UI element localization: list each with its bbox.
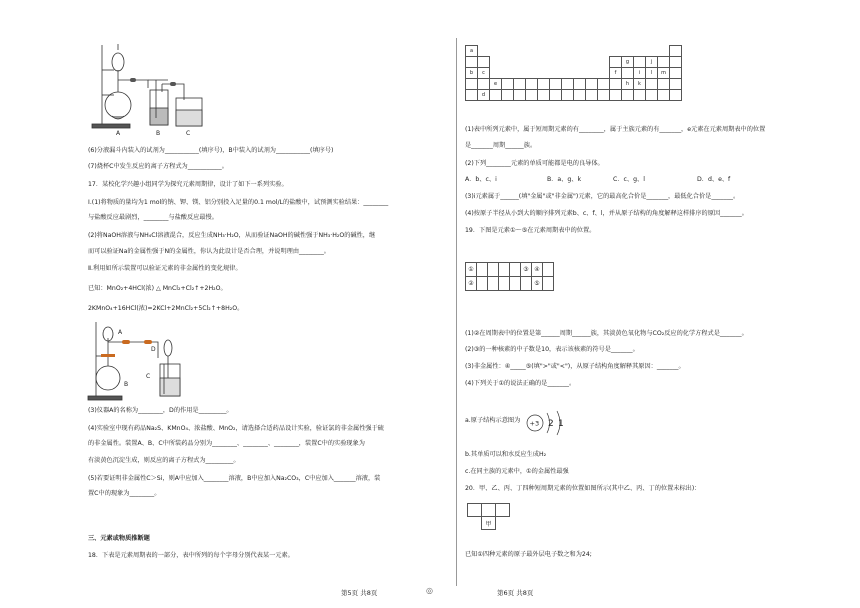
table-cell (586, 90, 598, 101)
table-cell (502, 90, 514, 101)
apparatus-label-d: D (151, 346, 156, 353)
table-cell (646, 79, 658, 90)
table-cell (526, 46, 538, 57)
text-line: 已知①四种元素的原子最外层电子数之和为24; (465, 551, 592, 558)
text-line: (6)分液漏斗内装入的试剂为___________(填序号)，B中装入的试剂为___________(填序号) (88, 147, 334, 154)
table-cell (490, 68, 502, 79)
svg-text:1: 1 (558, 419, 564, 429)
text-line: 与盐酸反应最剧烈，________与盐酸反应最慢。 (88, 214, 218, 221)
grid-cell: ① (466, 263, 477, 277)
table-cell (622, 90, 634, 101)
table-cell: k (634, 79, 646, 90)
table-cell (586, 57, 598, 68)
table-cell (490, 90, 502, 101)
table-cell (622, 68, 634, 79)
text-line: (3)仪器A的名称为________，D的作用是_________。 (88, 407, 233, 414)
table-cell: a (466, 46, 478, 57)
table-cell (598, 46, 610, 57)
text-line: 置C中的现象为________。 (88, 490, 161, 497)
table-cell (562, 57, 574, 68)
text-line: 是_______周期______族。 (465, 142, 537, 149)
table-cell (646, 46, 658, 57)
text-line: Ⅱ.利用如所示装置可以验证元素的非金属性的变化规律。 (88, 265, 242, 272)
table-cell: b (466, 68, 478, 79)
table-cell: h (622, 79, 634, 90)
apparatus-diagram-1 (88, 40, 228, 140)
table-cell (562, 46, 574, 57)
text-line: (1)②在周期表中的位置是第______周期______族，其淡黄色氧化物与CO₂反应的化学方程式是_______。 (465, 330, 748, 337)
table-cell (490, 57, 502, 68)
text-line: 17．某校化学兴趣小组同学为探究元素周期律，设计了如下一系列实验。 (88, 181, 288, 188)
text-line: 的非金属性。装置A、B、C中所装药品分别为________、________、________，装置C中的实验现象为 (88, 440, 365, 447)
text-line: 而可以验证Na的金属性强于N的金属性，你认为此设计是否合理，并说明理由________。 (88, 248, 330, 255)
table-cell (622, 46, 634, 57)
table-cell (586, 79, 598, 90)
table-cell (574, 57, 586, 68)
table-cell (550, 46, 562, 57)
table-cell (670, 57, 682, 68)
table-cell (670, 90, 682, 101)
table-cell: f (610, 68, 622, 79)
option-a: a.原子结构示意图为 (465, 417, 521, 424)
table-cell (502, 46, 514, 57)
page-divider (456, 38, 457, 586)
table-cell (646, 90, 658, 101)
option-d: D．d、e、f (697, 176, 731, 183)
apparatus-label-a: A (118, 329, 123, 336)
page-number-right: 第6页 共8页 (497, 589, 534, 597)
table-cell (478, 79, 490, 90)
table-cell (466, 57, 478, 68)
apparatus-label-c: C (186, 130, 191, 137)
table-cell (562, 90, 574, 101)
table-cell (538, 57, 550, 68)
table-cell (634, 57, 646, 68)
equation-line: 已知：MnO₂+4HCl(浓) △ MnCl₂+Cl₂↑+2H₂O。 (88, 285, 227, 292)
table-cell (502, 79, 514, 90)
table-cell: g (622, 57, 634, 68)
option-c: c.在同主族的元素中，①的金属性最强 (465, 468, 569, 475)
table-cell: d (478, 90, 490, 101)
table-cell: e (490, 79, 502, 90)
text-line: (3)非金属性：④_____⑤(填">"或"<")，从原子结构角度解释其原因：_______。 (465, 363, 685, 370)
table-cell (538, 90, 550, 101)
text-line: (3)i元素属于______(填"金属"或"非金属")元素，它的最高化合价是_______，最低化合价是_______。 (465, 193, 740, 200)
text-line: 20．甲、乙、丙、丁四种短周期元素的位置如图所示(其中乙、丙、丁的位置未标出)： (465, 485, 701, 492)
option-c: C．c、g、l (613, 176, 645, 183)
table-cell (526, 79, 538, 90)
table-cell (598, 68, 610, 79)
section-heading: 三、元素或物质推断题 (88, 535, 150, 542)
svg-text:2: 2 (548, 419, 554, 429)
table-cell (562, 68, 574, 79)
option-b: b.其单质可以和水反应生成H₂ (465, 451, 547, 458)
text-line: (2)将NaOH溶液与NH₄Cl溶液混合，反应生成NH₃·H₂O，从而验证NaOH的碱性强于NH₃·H₂O的碱性，继 (88, 232, 376, 239)
table-cell (610, 90, 622, 101)
option-a: A．b、c、i (465, 176, 497, 183)
table-cell (550, 57, 562, 68)
table-cell (526, 57, 538, 68)
text-line: 有淡黄色沉淀生成，则反应的离子方程式为_________。 (88, 457, 240, 464)
text-line: (2)下列________元素的单质可能都是电的良导体。 (465, 160, 604, 167)
table-cell: j (646, 57, 658, 68)
table-cell (610, 46, 622, 57)
grid-cell: ③ (521, 263, 532, 277)
apparatus-label-b: B (124, 381, 129, 388)
table-cell (526, 68, 538, 79)
grid-cell: ② (466, 277, 477, 291)
table-cell (466, 79, 478, 90)
table-cell (598, 57, 610, 68)
table-cell: c (478, 68, 490, 79)
apparatus-label-b: B (156, 130, 161, 137)
element-jia: 甲 (482, 517, 496, 530)
table-cell (670, 46, 682, 57)
table-cell (574, 68, 586, 79)
table-cell (658, 57, 670, 68)
table-cell (538, 68, 550, 79)
table-cell (514, 68, 526, 79)
table-cell (466, 90, 478, 101)
element-position-grid (465, 262, 554, 291)
text-line: (5)若要证明非金属性C＞Si，则A中应加入________溶液，B中应加入Na₂CO₃，C中应加入_______溶液，装 (88, 475, 381, 482)
table-cell (478, 46, 490, 57)
table-cell (550, 68, 562, 79)
table-cell (514, 90, 526, 101)
svg-text:+3: +3 (529, 419, 540, 428)
table-cell (502, 57, 514, 68)
table-cell (562, 79, 574, 90)
element-position-diagram (467, 503, 510, 530)
table-cell (490, 46, 502, 57)
table-cell (514, 79, 526, 90)
table-cell (634, 90, 646, 101)
text-line: (4)实验室中现有药品Na₂S、KMnO₄、浓盐酸、MnO₂，请选择合适药品设计实验，验证氯的非金属性强于硫 (88, 425, 384, 432)
table-cell (550, 79, 562, 90)
equation-line: 2KMnO₄+16HCl(浓)=2KCl+2MnCl₂+5Cl₂↑+8H₂O。 (88, 305, 244, 312)
table-cell (478, 57, 490, 68)
table-cell (514, 46, 526, 57)
table-cell (658, 46, 670, 57)
atomic-structure-diagram (525, 405, 575, 441)
page-number-left: 第5页 共8页 (341, 589, 378, 597)
periodic-table-fragment (465, 45, 682, 101)
table-cell (598, 90, 610, 101)
text-line: (4)按原子半径从小到大的顺序排列元素b、c、f、l，并从原子结构的角度解释这样排序的原因_______。 (465, 210, 748, 217)
table-cell (586, 46, 598, 57)
table-cell (610, 79, 622, 90)
table-cell (574, 79, 586, 90)
grid-cell: ⑤ (532, 277, 543, 291)
text-line: 19．下图是元素①～⑤在元素周期表中的位置。 (465, 227, 596, 234)
table-cell (598, 79, 610, 90)
option-b: B．a、g、k (547, 176, 582, 183)
apparatus-label-a: A (116, 130, 121, 137)
center-circle-icon: ◎ (426, 586, 433, 595)
table-cell: l (646, 68, 658, 79)
grid-cell: ④ (532, 263, 543, 277)
table-cell (514, 57, 526, 68)
table-cell (526, 90, 538, 101)
table-cell (670, 79, 682, 90)
table-cell (586, 68, 598, 79)
table-cell (574, 46, 586, 57)
table-cell: i (634, 68, 646, 79)
table-cell (658, 79, 670, 90)
table-cell (610, 57, 622, 68)
table-cell (670, 68, 682, 79)
text-line: (1)表中所列元素中，属于短周期元素的有________，属于主族元素的有_______，e元素在元素周期表中的位置 (465, 126, 766, 133)
table-cell (658, 90, 670, 101)
question-18-intro: 18．下表是元素周期表的一部分，表中所列的每个字母分别代表某一元素。 (88, 552, 294, 559)
table-cell (502, 68, 514, 79)
text-line: (2)③的一种核素的中子数是10，表示该核素的符号是_______。 (465, 346, 639, 353)
table-cell (538, 46, 550, 57)
text-line: (4)下列关于①的说法正确的是_______。 (465, 380, 576, 387)
apparatus-label-c: C (146, 373, 151, 380)
table-cell (574, 90, 586, 101)
table-cell: m (658, 68, 670, 79)
table-cell (538, 79, 550, 90)
text-line: Ⅰ.(1)将物质的量均为1 mol的钠、钾、镁、铝分别投入足量的0.1 mol/L的盐酸中，试预测实验结果：________ (88, 199, 389, 206)
apparatus-diagram-2 (88, 318, 208, 404)
text-line: (7)烧杯C中发生反应的离子方程式为___________。 (88, 163, 228, 170)
table-cell (550, 90, 562, 101)
table-cell (634, 46, 646, 57)
